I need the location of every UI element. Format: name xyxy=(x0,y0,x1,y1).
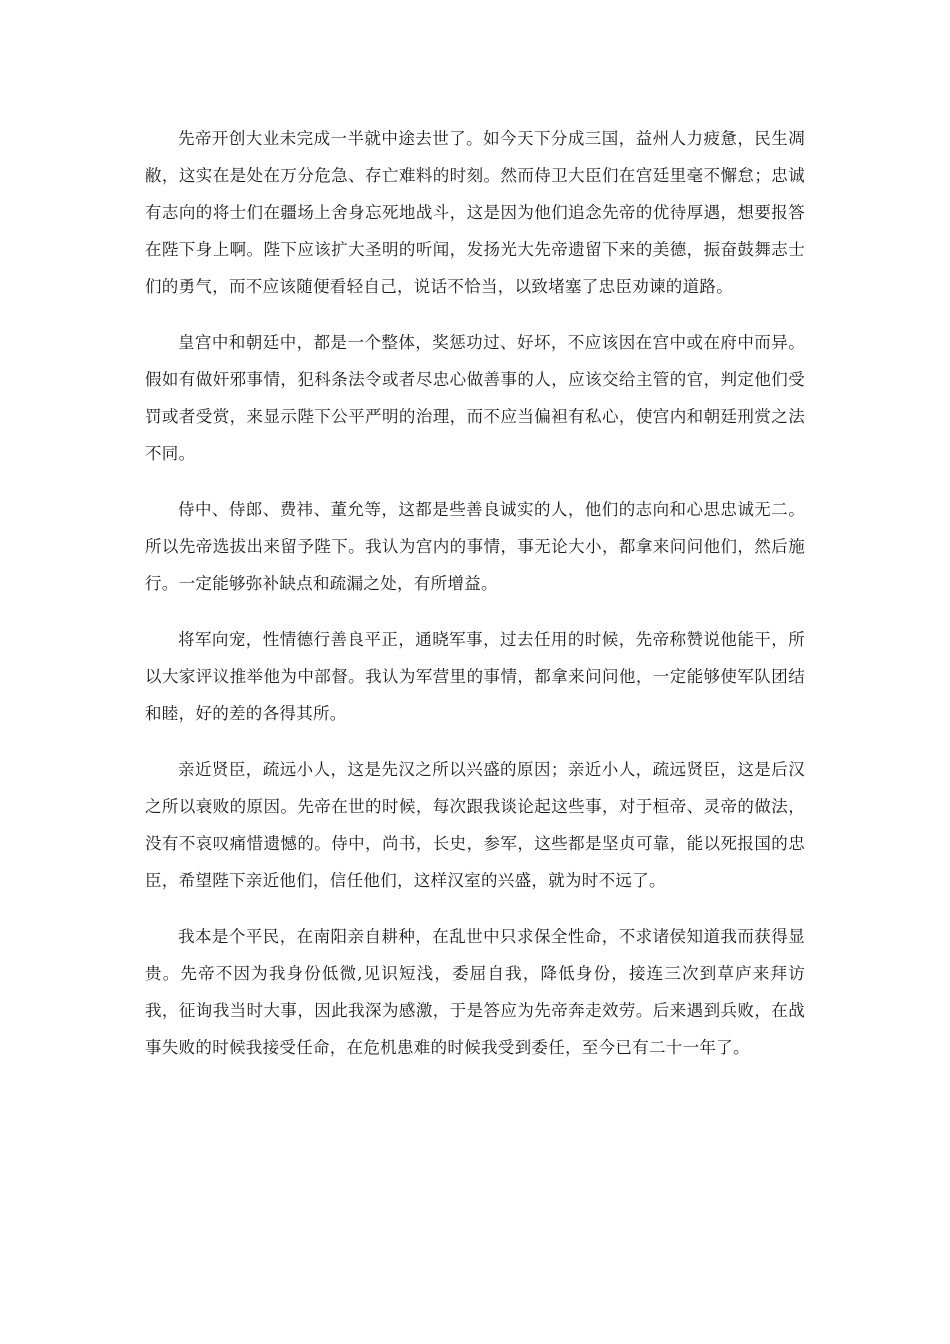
paragraph: 我本是个平民，在南阳亲自耕种，在乱世中只求保全性命，不求诸侯知道我而获得显贵。先帝不因为我身份低微,见识短浅，委屈自我，降低身份，接连三次到草庐来拜访我，征询我当时大事，因此我深为感激，于是答应为先帝奔走效劳。后来遇到兵败，在战事失败的时候我接受任命，在危机患难的时候我受到委任，至今已有二十一年了。 xyxy=(145,927,805,1057)
paragraph: 亲近贤臣，疏远小人，这是先汉之所以兴盛的原因；亲近小人，疏远贤臣，这是后汉之所以衰败的原因。先帝在世的时候，每次跟我谈论起这些事，对于桓帝、灵帝的做法，没有不哀叹痛惜遗憾的。侍中，尚书，长史，参军，这些都是坚贞可靠，能以死报国的忠臣，希望陛下亲近他们，信任他们，这样汉室的兴盛，就为时不远了。 xyxy=(145,760,805,890)
document-body xyxy=(145,120,805,1085)
paragraph: 将军向宠，性情德行善良平正，通晓军事，过去任用的时候，先帝称赞说他能干，所以大家评议推举他为中部督。我认为军营里的事情，都拿来问问他，一定能够使军队团结和睦，好的差的各得其所。 xyxy=(145,630,805,723)
paragraph: 先帝开创大业未完成一半就中途去世了。如今天下分成三国，益州人力疲惫，民生凋敝，这实在是处在万分危急、存亡难料的时刻。然而侍卫大臣们在宫廷里毫不懈怠；忠诚有志向的将士们在疆场上舍身忘死地战斗，这是因为他们追念先帝的优待厚遇，想要报答在陛下身上啊。陛下应该扩大圣明的听闻，发扬光大先帝遗留下来的美德，振奋鼓舞志士们的勇气，而不应该随便看轻自己，说话不恰当，以致堵塞了忠臣劝谏的道路。 xyxy=(145,129,805,296)
paragraph: 皇宫中和朝廷中，都是一个整体，奖惩功过、好坏，不应该因在宫中或在府中而异。假如有做奸邪事情，犯科条法令或者尽忠心做善事的人，应该交给主管的官，判定他们受罚或者受赏，来显示陛下公平严明的治理，而不应当偏袒有私心，使宫内和朝廷刑赏之法不同。 xyxy=(145,333,805,463)
paragraph: 侍中、侍郎、费祎、董允等，这都是些善良诚实的人，他们的志向和心思忠诚无二。所以先帝选拔出来留予陛下。我认为宫内的事情，事无论大小，都拿来问问他们，然后施行。一定能够弥补缺点和疏漏之处，有所增益。 xyxy=(145,500,805,593)
